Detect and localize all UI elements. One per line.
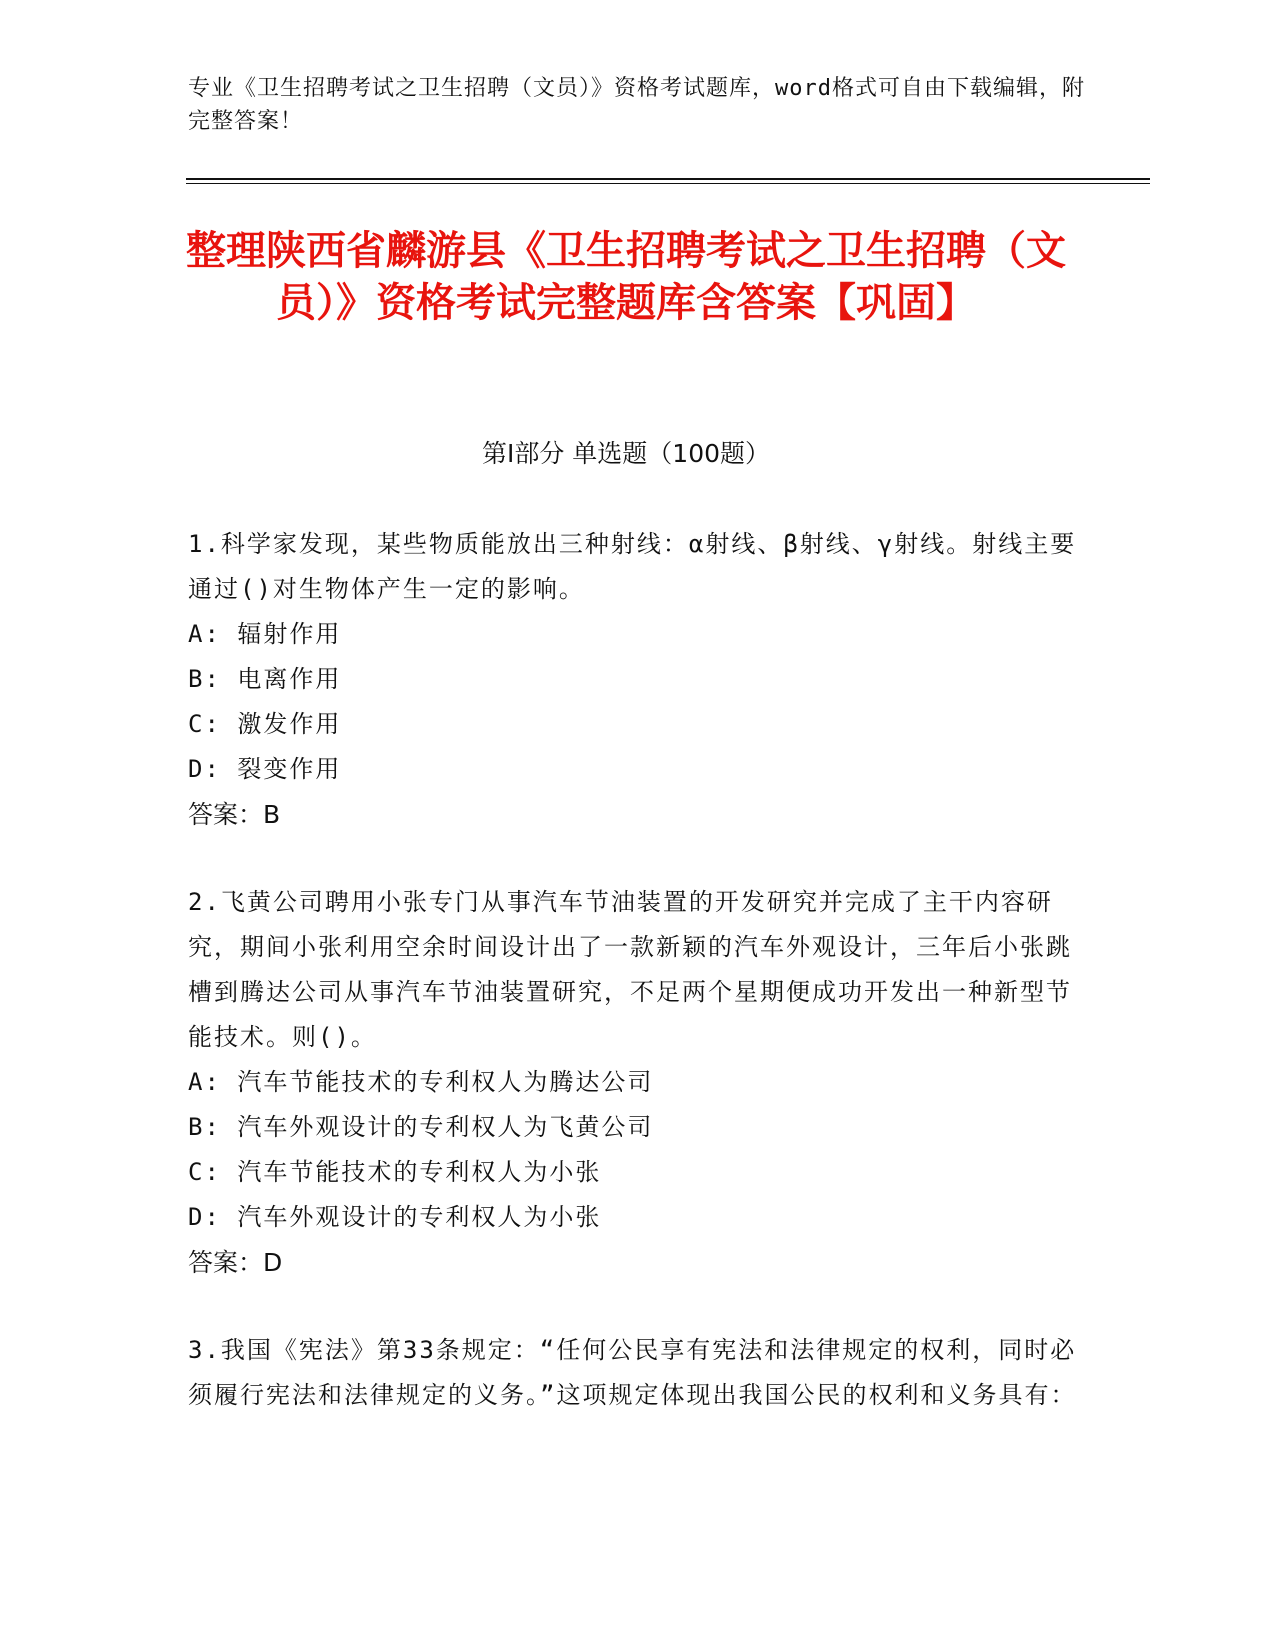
option-b: B: 电离作用 (188, 665, 342, 693)
header-rule-thin (186, 183, 1150, 184)
header-note: 专业《卫生招聘考试之卫生招聘（文员）》资格考试题库，word格式可自由下载编辑，附完整答案！ (188, 76, 1085, 134)
section-heading: 第Ⅰ部分 单选题（100题） (481, 439, 771, 468)
option-d: D: 汽车外观设计的专利权人为小张 (188, 1203, 602, 1231)
answer: 答案：D (188, 1248, 283, 1277)
question-text: 2.飞黄公司聘用小张专门从事汽车节油装置的开发研究并完成了主干内容研究，期间小张利用空余时间设计出了一款新颖的汽车外观设计，三年后小张跳槽到腾达公司从事汽车节油装置研究，不足两个星期便成功开发出一种新型节能技术。则()。 (188, 888, 1072, 1051)
question-text: 1.科学家发现，某些物质能放出三种射线：α射线、β射线、γ射线。射线主要通过()对生物体产生一定的影响。 (188, 530, 1077, 603)
option-c: C: 汽车节能技术的专利权人为小张 (188, 1158, 602, 1186)
option-c: C: 激发作用 (188, 710, 342, 738)
document-title: 整理陕西省麟游县《卫生招聘考试之卫生招聘（文员）》资格考试完整题库含答案【巩固】 (186, 228, 1066, 326)
question-2 (188, 880, 1088, 1285)
question-list (188, 522, 1088, 1461)
question-3 (188, 1328, 1088, 1418)
answer: 答案：B (188, 800, 281, 829)
option-b: B: 汽车外观设计的专利权人为飞黄公司 (188, 1113, 654, 1141)
header-rule-thick (186, 178, 1150, 180)
option-d: D: 裂变作用 (188, 755, 342, 783)
option-a: A: 汽车节能技术的专利权人为腾达公司 (188, 1068, 654, 1096)
question-text: 3.我国《宪法》第33条规定：“任何公民享有宪法和法律规定的权利，同时必须履行宪法和法律规定的义务。”这项规定体现出我国公民的权利和义务具有： (188, 1336, 1077, 1409)
option-a: A: 辐射作用 (188, 620, 342, 648)
question-1 (188, 522, 1088, 837)
